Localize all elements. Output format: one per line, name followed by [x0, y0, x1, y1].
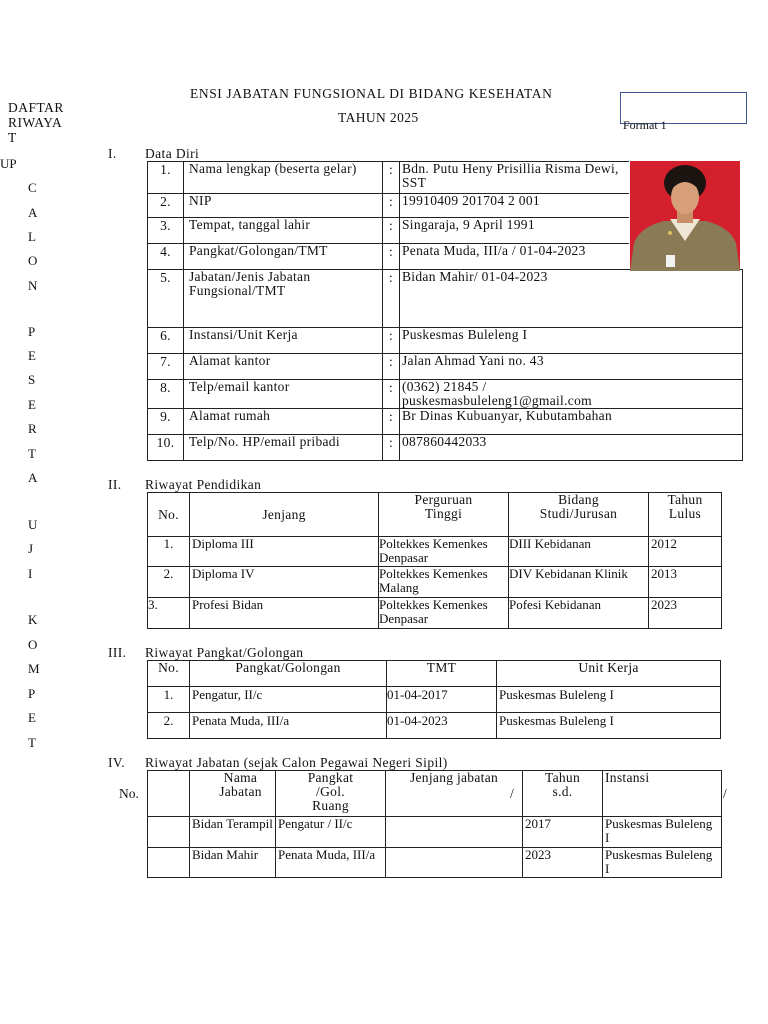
col-header: [603, 770, 727, 817]
row-label: NIP: [184, 194, 383, 218]
cell-nama-jabatan: Bidan Mahir: [190, 848, 276, 878]
col-header-no: No.: [119, 786, 139, 801]
sidebar-letter: L: [28, 229, 36, 244]
row-colon: :: [383, 328, 400, 354]
col-header-slash: /: [722, 786, 727, 801]
cell-bidang: DIII Kebidanan: [509, 537, 649, 567]
row-value: Puskesmas Buleleng I: [400, 328, 629, 354]
row-number: 2.: [148, 194, 184, 218]
row-label: Telp/email kantor: [184, 380, 383, 409]
cell-unit: Puskesmas Buleleng I: [497, 687, 721, 713]
sidebar-letter: I: [28, 566, 33, 581]
table-row: [148, 354, 743, 380]
col-header: No.: [148, 661, 190, 687]
table-row: [148, 848, 722, 878]
row-number: 4.: [148, 244, 184, 270]
cell-tahun: 2017: [523, 817, 603, 848]
row-label: Tempat, tanggal lahir: [184, 218, 383, 244]
col-header: Unit Kerja: [497, 661, 721, 687]
cell-perguruan-tinggi: Poltekkes Kemenkes Malang: [379, 567, 509, 598]
row-label: Alamat kantor: [184, 354, 383, 380]
row-label: Nama lengkap (beserta gelar): [184, 162, 383, 194]
sidebar-letter: C: [28, 180, 37, 195]
row-number: 10.: [148, 435, 184, 461]
row-number: 9.: [148, 409, 184, 435]
form-number-label: Format 1: [623, 118, 667, 132]
cell-jenjang: Diploma III: [190, 537, 379, 567]
table-row: [148, 435, 743, 461]
sidebar-up: UP: [0, 156, 17, 171]
cell-no: 1.: [148, 687, 190, 713]
cell-jenjang: [386, 817, 523, 848]
cell-jenjang: [386, 848, 523, 878]
col-header: Pangkat/Golongan: [190, 661, 387, 687]
cell-instansi: Puskesmas Buleleng I: [603, 848, 722, 878]
row-number: 5.: [148, 270, 184, 328]
page-title: ENSI JABATAN FUNGSIONAL DI BIDANG KESEHATAN: [190, 86, 553, 101]
col-header: No.: [148, 493, 190, 537]
col-header: Nama Jabatan: [190, 771, 276, 817]
section-number: II.: [108, 477, 122, 492]
row-value-extension: [629, 270, 743, 328]
table-row: [148, 567, 722, 598]
sidebar-letter: K: [28, 612, 38, 627]
sidebar-line: RIWAYA: [8, 115, 63, 130]
sidebar-letter: R: [28, 421, 37, 436]
col-header: Perguruan Tinggi: [379, 493, 509, 537]
table-row: [148, 409, 743, 435]
row-label: Instansi/Unit Kerja: [184, 328, 383, 354]
cell-nama-jabatan: Bidan Terampil: [190, 817, 276, 848]
cell-pangkat: Penata Muda, III/a: [276, 848, 386, 878]
cell-tmt: 01-04-2023: [387, 713, 497, 739]
cell-tahun: 2023: [523, 848, 603, 878]
row-label: Telp/No. HP/email pribadi: [184, 435, 383, 461]
col-header-slash: /: [509, 786, 514, 801]
sidebar-letter: U: [28, 517, 38, 532]
col-header: Jenjang: [190, 493, 379, 537]
cell-no: 2.: [148, 713, 190, 739]
row-value-extension: [629, 380, 743, 409]
sidebar-letter: T: [28, 446, 36, 461]
col-header: Bidang Studi/Jurusan: [509, 493, 649, 537]
row-value: (0362) 21845 / puskesmasbuleleng1@gmail.com: [400, 380, 629, 409]
cell-pangkat: Pengatur / II/c: [276, 817, 386, 848]
cell-no: 3.: [148, 598, 190, 629]
row-colon: :: [383, 380, 400, 409]
row-colon: :: [383, 218, 400, 244]
sidebar-letter: T: [28, 735, 36, 750]
row-value: 087860442033: [400, 435, 629, 461]
table-row: [148, 598, 722, 629]
col-header: [386, 771, 523, 817]
form-number-box: [620, 92, 747, 132]
section-title: Riwayat Pendidikan: [145, 477, 262, 492]
cell-tahun: 2023: [649, 598, 722, 629]
sidebar-letter: N: [28, 278, 38, 293]
row-value-extension: [629, 435, 743, 461]
cell-no: 2.: [148, 567, 190, 598]
table-row: [148, 537, 722, 567]
col-header: Tahun s.d.: [523, 771, 603, 817]
row-number: 7.: [148, 354, 184, 380]
sidebar-letter: O: [28, 637, 38, 652]
education-table: [147, 492, 722, 629]
cell-tmt: 01-04-2017: [387, 687, 497, 713]
section-number: IV.: [108, 755, 126, 770]
table-row: [148, 328, 743, 354]
row-value: Bidan Mahir/ 01-04-2023: [400, 270, 629, 328]
col-header-label: Jenjang jabatan: [409, 770, 499, 785]
cell-perguruan-tinggi: Poltekkes Kemenkes Denpasar: [379, 598, 509, 629]
page-subtitle-year: TAHUN 2025: [338, 110, 419, 125]
cell-jenjang: Diploma IV: [190, 567, 379, 598]
sidebar-letter: E: [28, 397, 36, 412]
cell-pangkat: Pengatur, II/c: [190, 687, 387, 713]
table-row: [148, 817, 722, 848]
cell-no: 1.: [148, 537, 190, 567]
row-colon: :: [383, 435, 400, 461]
row-colon: :: [383, 270, 400, 328]
sidebar-letter: E: [28, 348, 36, 363]
sidebar-letter: E: [28, 710, 36, 725]
table-row: [148, 380, 743, 409]
rank-history-table: [147, 660, 721, 739]
cell-jenjang: Profesi Bidan: [190, 598, 379, 629]
sidebar-letter: J: [28, 541, 34, 556]
section-title: Riwayat Pangkat/Golongan: [145, 645, 304, 660]
cell-instansi: Puskesmas Buleleng I: [603, 817, 722, 848]
table-row: [148, 270, 743, 328]
col-header-label: Instansi: [605, 770, 650, 785]
row-value-extension: [629, 354, 743, 380]
table-row: [148, 687, 721, 713]
cell-tahun: 2013: [649, 567, 722, 598]
cell-pangkat: Penata Muda, III/a: [190, 713, 387, 739]
sidebar-title: [8, 100, 64, 145]
row-number: 6.: [148, 328, 184, 354]
sidebar-letter: A: [28, 205, 38, 220]
sidebar-letter: P: [28, 686, 36, 701]
row-colon: :: [383, 244, 400, 270]
row-value: Singaraja, 9 April 1991: [400, 218, 629, 244]
sidebar-letter: A: [28, 470, 38, 485]
sidebar-line: T: [8, 130, 17, 145]
section-number: III.: [108, 645, 127, 660]
cell-no: [148, 817, 190, 848]
cell-perguruan-tinggi: Poltekkes Kemenkes Denpasar: [379, 537, 509, 567]
section-title: Data Diri: [145, 146, 200, 161]
row-value-extension: [629, 328, 743, 354]
row-number: 8.: [148, 380, 184, 409]
row-colon: :: [383, 194, 400, 218]
row-value: Bdn. Putu Heny Prisillia Risma Dewi, SST: [400, 162, 629, 194]
sidebar-line: DAFTAR: [8, 100, 64, 115]
sidebar-letter: P: [28, 324, 36, 339]
row-number: 1.: [148, 162, 184, 194]
cell-no: [148, 848, 190, 878]
sidebar-letter: S: [28, 372, 36, 387]
col-header: TMT: [387, 661, 497, 687]
table-row: [148, 713, 721, 739]
row-label: Pangkat/Golongan/TMT: [184, 244, 383, 270]
row-value-extension: [629, 409, 743, 435]
row-label: Jabatan/Jenis Jabatan Fungsional/TMT: [184, 270, 383, 328]
cell-tahun: 2012: [649, 537, 722, 567]
row-value: Br Dinas Kubuanyar, Kubutambahan: [400, 409, 629, 435]
col-header: [148, 771, 190, 817]
row-value: Penata Muda, III/a / 01-04-2023: [400, 244, 629, 270]
cell-bidang: Pofesi Kebidanan: [509, 598, 649, 629]
section-number: I.: [108, 146, 117, 161]
row-number: 3.: [148, 218, 184, 244]
row-colon: :: [383, 162, 400, 194]
row-colon: :: [383, 409, 400, 435]
profile-photo: [630, 161, 740, 271]
cell-unit: Puskesmas Buleleng I: [497, 713, 721, 739]
row-colon: :: [383, 354, 400, 380]
row-value: 19910409 201704 2 001: [400, 194, 629, 218]
col-header: Pangkat /Gol. Ruang: [276, 771, 386, 817]
profile-photo-image: [630, 161, 740, 271]
sidebar-letter: M: [28, 661, 40, 676]
row-label: Alamat rumah: [184, 409, 383, 435]
col-header: Tahun Lulus: [649, 493, 722, 537]
sidebar-letter: O: [28, 253, 38, 268]
section-title: Riwayat Jabatan (sejak Calon Pegawai Negeri Sipil): [145, 755, 448, 770]
row-value: Jalan Ahmad Yani no. 43: [400, 354, 629, 380]
cell-bidang: DIV Kebidanan Klinik: [509, 567, 649, 598]
position-history-table: [147, 770, 727, 878]
